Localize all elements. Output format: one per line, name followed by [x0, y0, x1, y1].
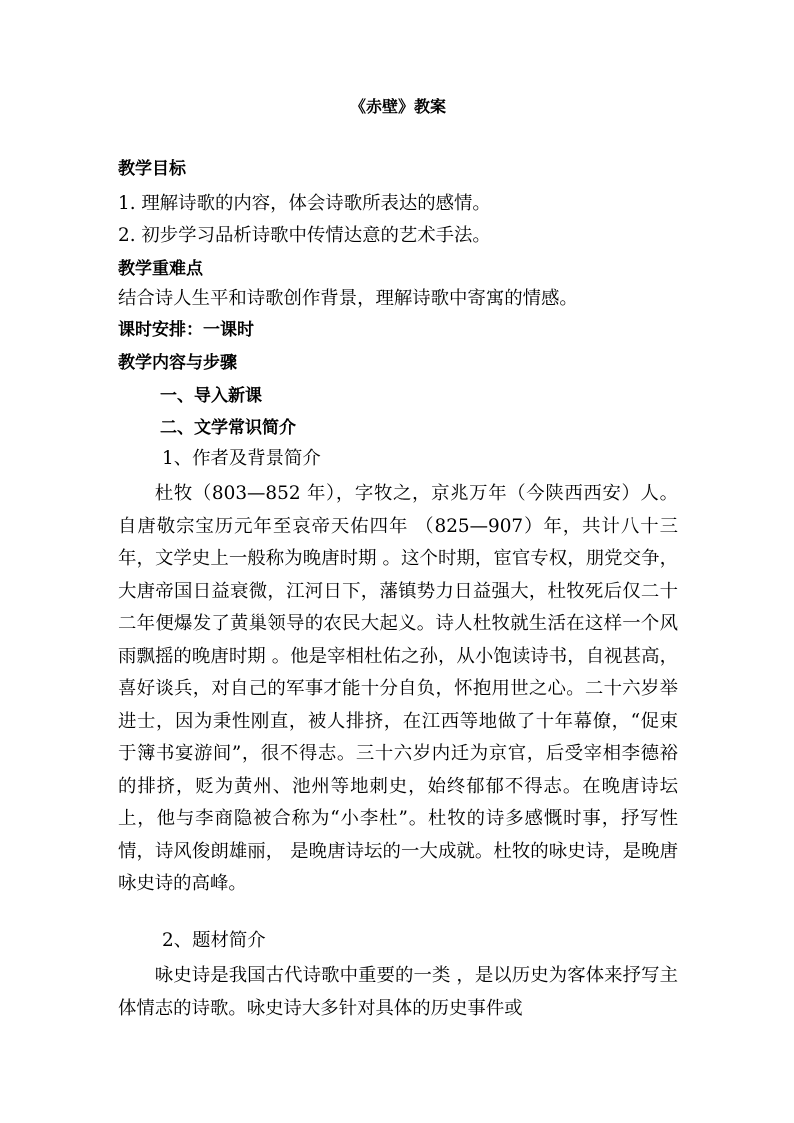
objective-item-2: 2. 初步学习品析诗歌中传情达意的艺术手法。 — [118, 225, 491, 246]
key-points-text: 结合诗人生平和诗歌创作背景，理解诗歌中寄寓的情感。 — [118, 288, 578, 309]
schedule-line: 课时安排：一课时 — [118, 320, 254, 340]
genre-intro-paragraph: 咏史诗是我国古代诗歌中重要的一类 ，是以历史为客体来抒写主体情志的诗歌。咏史诗大多针对具体的历史事件或 — [118, 965, 678, 1019]
key-points-heading: 教学重难点 — [118, 259, 203, 279]
objective-item-1: 1. 理解诗歌的内容，体会诗歌所表达的感情。 — [118, 193, 491, 214]
author-background-paragraph: 杜牧（803—852 年），字牧之，京兆万年（今陕西西安）人。自唐敬宗宝历元年至哀帝天佑四年 （825—907）年，共计八十三年，文学史上一般称为晚唐时期 。这个时期，宦官专权，朋党交争，大唐帝国日益衰微，江河日下，藩镇势力日益强大，杜牧死后仅二十二年便爆发了黄巢领导的农民大起义。诗人杜牧就生活在这样一个风雨飘摇的晚唐时期 。他是宰相杜佑之孙，从小饱读诗书，自视甚高，喜好谈兵，对自己的军事才能十分自负，怀抱用世之心。二十六岁举进士，因为秉性刚直，被人排挤，在江西等地做了十年幕僚，“促束于簿书宴游间”，很不得志。三十六岁内迁为京官，后受宰相李德裕的排挤，贬为黄州、池州等地刺史，始终郁郁不得志。在晚唐诗坛上，他与李商隐被合称为“小李杜”。杜牧的诗多感慨时事，抒写性情，诗风俊朗雄丽， 是晚唐诗坛的一大成就。杜牧的咏史诗，是晚唐咏史诗的高峰。 — [118, 483, 678, 894]
step-2-heading: 二、文学常识简介 — [160, 418, 296, 438]
subsection-2-heading: 2、题材简介 — [162, 930, 266, 951]
subsection-1-heading: 1、作者及背景简介 — [162, 448, 321, 469]
step-1-heading: 一、导入新课 — [160, 386, 262, 406]
content-heading: 教学内容与步骤 — [118, 353, 237, 373]
document-title: 《赤壁》教案 — [349, 97, 446, 116]
objectives-heading: 教学目标 — [118, 159, 186, 179]
